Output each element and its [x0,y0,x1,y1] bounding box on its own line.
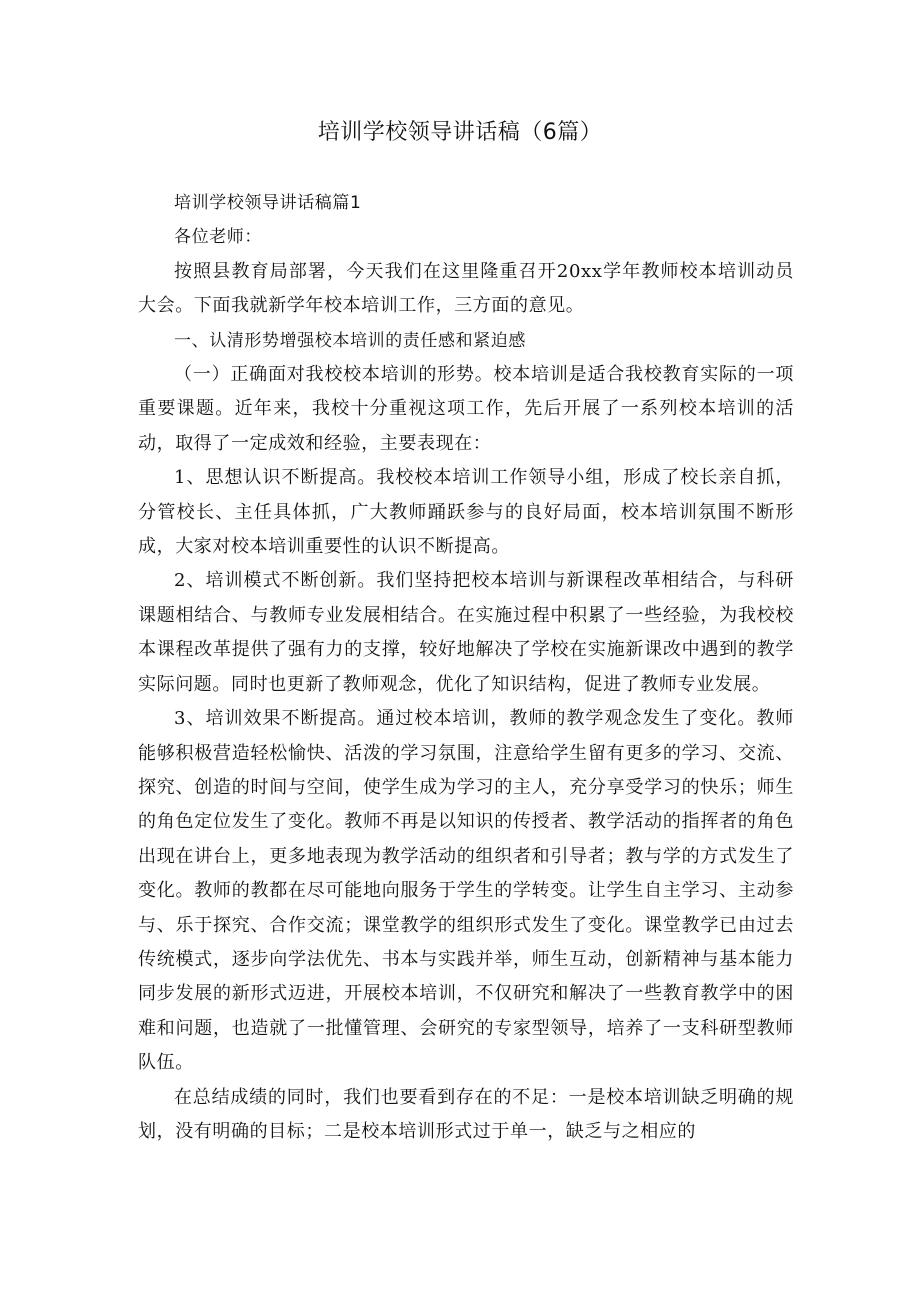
section-heading: 培训学校领导讲话稿篇1 [174,193,362,213]
paragraph: 2、培训模式不断创新。我们坚持把校本培训与新课程改革相结合，与科研课题相结合、与教师专业发展相结合。在实施过程中积累了一些经验，为我校校本课程改革提供了强有力的支撑，较好地解决了学校在实施新课改中遇到的教学实际问题。同时也更新了教师观念，优化了知识结构，促进了教师专业发展。 [138,570,794,695]
salutation: 各位老师： [174,227,262,248]
paragraph: 3、培训效果不断提高。通过校本培训，教师的教学观念发生了变化。教师能够积极营造轻松愉快、活泼的学习氛围，注意给学生留有更多的学习、交流、探究、创造的时间与空间，使学生成为学习的主人，充分享受学习的快乐；师生的角色定位发生了变化。教师不再是以知识的传授者、教学活动的指挥者的角色出现在讲台上，更多地表现为教学活动的组织者和引导者；教与学的方式发生了变化。教师的教都在尽可能地向服务于学生的学转变。让学生自主学习、主动参与、乐于探究、合作交流；课堂教学的组织形式发生了变化。课堂教学已由过去传统模式，逐步向学法优先、书本与实践并举，师生互动，创新精神与基本能力同步发展的新形式迈进，开展校本培训，不仅研究和解决了一些教育教学中的困难和问题，也造就了一批懂管理、会研究的专家型领导，培养了一支科研型教师队伍。 [138,708,794,1074]
paragraph: （一）正确面对我校校本培训的形势。校本培训是适合我校教育实际的一项重要课题。近年来，我校十分重视这项工作，先后开展了一系列校本培训的活动，取得了一定成效和经验，主要表现在： [138,364,794,454]
paragraph: 1、思想认识不断提高。我校校本培训工作领导小组，形成了校长亲自抓，分管校长、主任具体抓，广大教师踊跃参与的良好局面，校本培训氛围不断形成，大家对校本培训重要性的认识不断提高。 [138,467,794,558]
paragraph: 按照县教育局部署，今天我们在这里隆重召开20xx学年教师校本培训动员大会。下面我就新学年校本培训工作，三方面的意见。 [138,260,794,317]
subheading: 一、认清形势增强校本培训的责任感和紧迫感 [174,330,526,351]
document-body [138,186,794,1149]
document-title: 培训学校领导讲话稿（6篇） [317,120,603,145]
paragraph: 在总结成绩的同时，我们也要看到存在的不足：一是校本培训缺乏明确的规划，没有明确的目标；二是校本培训形式过于单一，缺乏与之相应的 [138,1086,794,1142]
